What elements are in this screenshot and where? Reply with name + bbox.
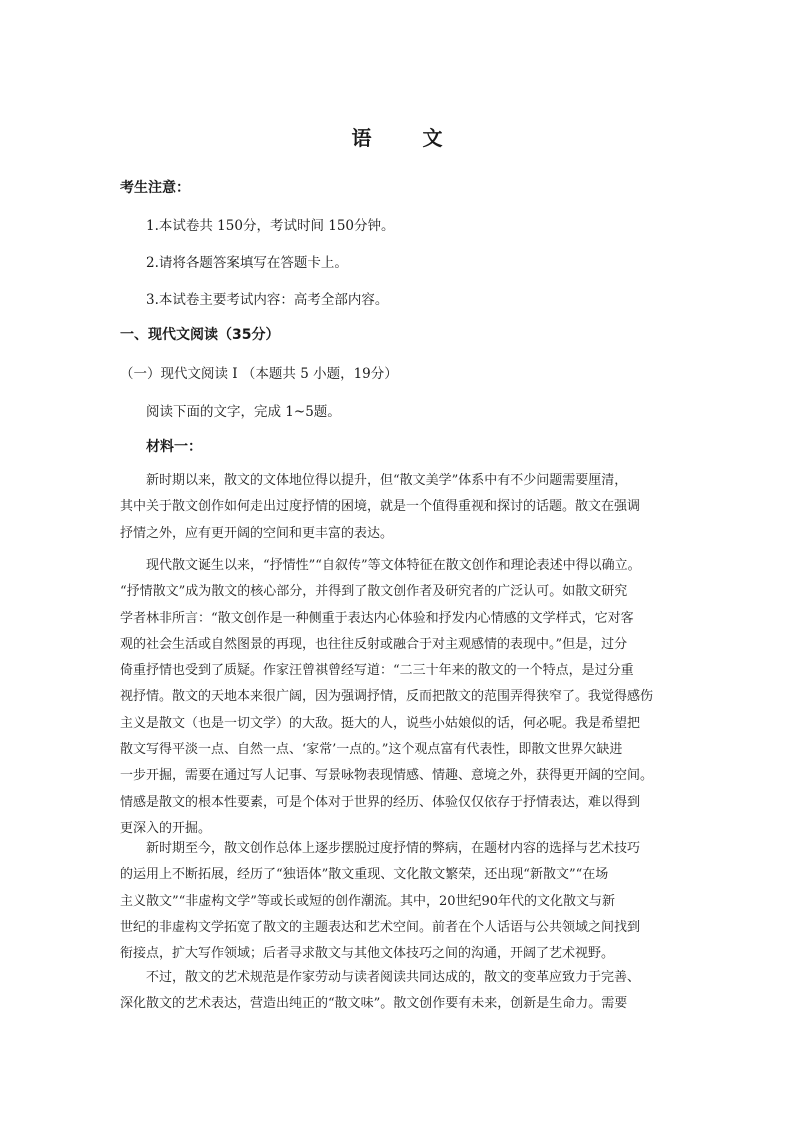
paragraph-line: 学者林非所言：“散文创作是一种侧重于表达内心体验和抒发内心情感的文学样式，它对客 [120, 610, 634, 626]
paragraph-line: 散文写得平淡一点、自然一点、‘家常’一点的。”这个观点富有代表性，即散文世界欠缺进 [120, 742, 623, 758]
section-subheading: （一）现代文阅读 I （本题共 5 小题，19分） [120, 366, 398, 382]
paragraph-line: 倚重抒情也受到了质疑。作家汪曾祺曾经写道：“二三十年来的散文的一个特点，是过分重 [120, 663, 634, 679]
notice-item: 3.本试卷主要考试内容：高考全部内容。 [146, 292, 389, 308]
paragraph-line: 情感是散文的根本性要素，可是个体对于世界的经历、体验仅仅依存于抒情表达，难以得到 [120, 794, 641, 810]
paragraph-line: 不过，散文的艺术规范是作家劳动与读者阅读共同达成的，散文的变革应致力于完善、 [146, 970, 641, 985]
paragraph-line: 现代散文诞生以来，“抒情性”“自叙传”等文体特征在散文创作和理论表述中得以确立。 [146, 558, 641, 573]
paragraph-line: 观的社会生活或自然图景的再现，也往往反射或融合于对主观感情的表现中。”但是，过分 [120, 636, 628, 652]
paragraph-line: 其中关于散文创作如何走出过度抒情的困境，就是一个值得重视和探讨的话题。散文在强调 [120, 499, 641, 515]
notice-item: 1.本试卷共 150分，考试时间 150分钟。 [146, 218, 395, 234]
paragraph-line: 新时期至今，散文创作总体上逐步摆脱过度抒情的弊病，在题材内容的选择与艺术技巧 [146, 841, 641, 856]
paragraph [120, 836, 680, 967]
section-heading: 一、现代文阅读（35分） [120, 327, 280, 343]
material-label: 材料一： [146, 439, 202, 455]
paragraph [120, 468, 680, 547]
paragraph-line: 深化散文的艺术表达，营造出纯正的“散文味”。散文创作要有未来，创新是生命力。需要 [120, 996, 628, 1012]
paragraph-line: “抒情散文”成为散文的核心部分，并得到了散文创作者及研究者的广泛认可。如散文研究 [120, 584, 628, 600]
paragraph-line: 的运用上不断拓展，经历了“独语体”散文重现、文化散文繁荣，还出现“新散文”“在场 [120, 867, 609, 883]
reading-instruction: 阅读下面的文字，完成 1~5题。 [146, 404, 341, 420]
paragraph-line: 世纪的非虚构文学拓宽了散文的主题表达和艺术空间。前者在个人话语与公共领域之间找到 [120, 919, 641, 935]
notice-heading: 考生注意： [120, 180, 190, 196]
notice-item: 2.请将各题答案填写在答题卡上。 [146, 255, 348, 271]
paragraph-line: 更深入的开掘。 [120, 820, 212, 836]
paragraph [120, 965, 680, 1018]
paragraph-line: 衔接点，扩大写作领域；后者寻求散文与其他文体技巧之间的沟通，开阔了艺术视野。 [120, 946, 615, 962]
paragraph-line: 抒情之外，应有更开阔的空间和更丰富的表达。 [120, 525, 394, 541]
paragraph-line: 主义散文”“非虚构文学”等或长或短的创作潮流。其中，20世纪90年代的文化散文与新 [120, 893, 616, 909]
paragraph-line: 一步开掘，需要在通过写人记事、写景咏物表现情感、情趣、意境之外，获得更开阔的空间。 [120, 768, 654, 784]
paragraph-line: 主义是散文（也是一切文学）的大敌。挺大的人，说些小姑娘似的话，何必呢。我是希望把 [120, 715, 641, 731]
page-title: 语 文 [351, 126, 465, 150]
paragraph-line: 新时期以来，散文的文体地位得以提升，但“散文美学”体系中有不少问题需要厘清， [146, 473, 628, 488]
paragraph-line: 视抒情。散文的天地本来很广阔，因为强调抒情，反而把散文的范围弄得狭窄了。我觉得感伤 [120, 689, 654, 705]
paragraph [120, 553, 680, 842]
